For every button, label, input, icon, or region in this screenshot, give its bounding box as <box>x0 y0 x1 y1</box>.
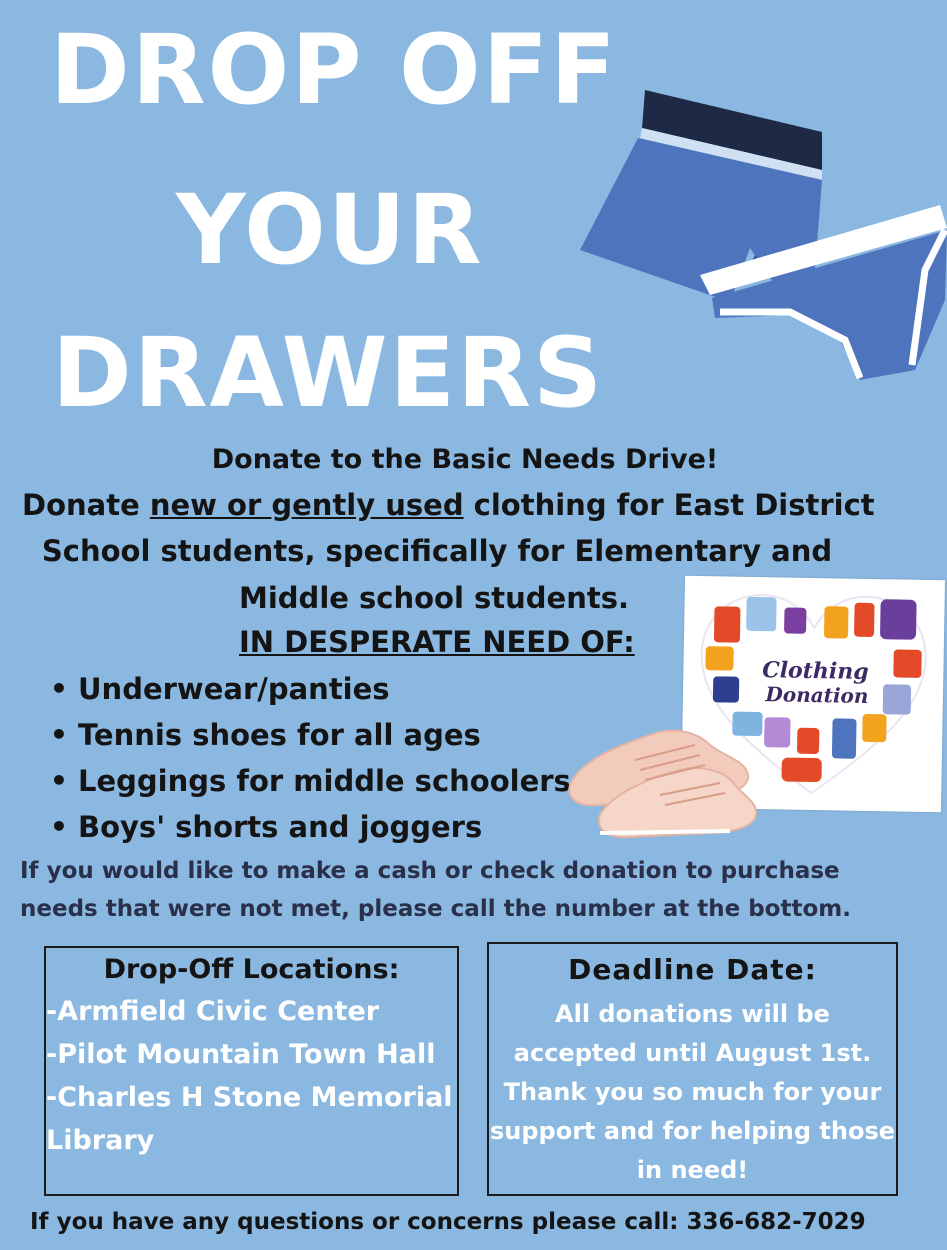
location-item: Library <box>46 1125 155 1156</box>
title-line-3: DRAWERS <box>52 317 605 429</box>
locations-heading: Drop-Off Locations: <box>103 954 400 985</box>
location-item: -Pilot Mountain Town Hall <box>46 1039 436 1070</box>
drive-headline: Donate to the Basic Needs Drive! <box>211 444 719 475</box>
deadline-line: in need! <box>636 1156 749 1184</box>
locations-box <box>44 946 459 1196</box>
needs-item: • Underwear/panties <box>50 666 590 712</box>
donate-emphasis: new or gently used <box>149 488 464 522</box>
deadline-box <box>487 942 898 1196</box>
logo-text-clothing: Clothing <box>761 657 869 685</box>
deadline-line: accepted until August 1st. <box>513 1039 872 1067</box>
cash-note-line-2: needs that were not met, please call the number at the bottom. <box>20 896 851 922</box>
footer-contact: If you have any questions or concerns please call: 336-682-7029 <box>30 1209 866 1235</box>
deadline-line: Thank you so much for your <box>503 1078 882 1106</box>
donate-line-1 <box>22 485 922 525</box>
deadline-heading: Deadline Date: <box>568 953 817 986</box>
needs-item: • Tennis shoes for all ages <box>50 712 590 758</box>
needs-heading: IN DESPERATE NEED OF: <box>239 625 635 659</box>
needs-item: • Boys' shorts and joggers <box>50 804 590 850</box>
needs-list <box>50 666 590 850</box>
sneakers-icon <box>560 715 760 845</box>
donate-line-3: Middle school students. <box>239 581 629 615</box>
needs-item: • Leggings for middle schoolers <box>50 758 590 804</box>
donate-prefix: Donate <box>22 488 150 522</box>
donate-line-2: School students, specifically for Elementary and <box>41 534 833 568</box>
title-line-2: YOUR <box>176 174 484 286</box>
donate-suffix: clothing for East District <box>463 488 875 522</box>
cash-note-line-1: If you would like to make a cash or check donation to purchase <box>20 858 840 884</box>
location-item: -Armfield Civic Center <box>46 996 380 1027</box>
underwear-illustration <box>560 80 947 400</box>
logo-text-donation: Donation <box>765 682 869 708</box>
deadline-line: support and for helping those <box>489 1117 896 1145</box>
title-line-1: DROP OFF <box>50 14 618 126</box>
deadline-line: All donations will be <box>555 1000 830 1028</box>
location-item: -Charles H Stone Memorial <box>46 1082 453 1113</box>
